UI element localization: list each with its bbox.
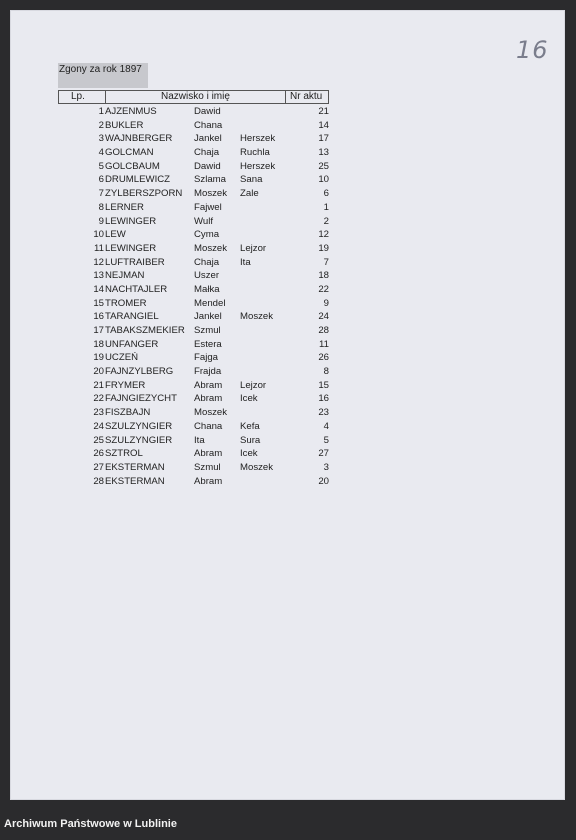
row-lp: 14 (93, 283, 104, 295)
row-act-number: 10 (318, 174, 329, 186)
row-lp: 12 (93, 256, 104, 268)
row-first-name: Abram (194, 379, 223, 391)
row-act-number: 3 (323, 461, 329, 473)
row-act-number: 15 (318, 379, 329, 391)
header-divider (105, 91, 106, 103)
row-act-number: 6 (323, 188, 329, 200)
header-name: Nazwisko i imię (161, 91, 230, 102)
table-row (58, 324, 329, 338)
row-first-name: Ita (194, 434, 205, 446)
row-act-number: 7 (323, 256, 329, 268)
table-row (58, 146, 329, 160)
row-lp: 21 (93, 379, 104, 391)
row-second-name: Icek (240, 448, 258, 460)
document-title: Zgony za rok 1897 (58, 63, 148, 88)
row-second-name: Sura (240, 434, 261, 446)
row-surname: EKSTERMAN (105, 475, 165, 487)
row-surname: BUKLER (105, 119, 144, 131)
row-act-number: 14 (318, 119, 329, 131)
row-second-name: Ita (240, 256, 251, 268)
row-act-number: 26 (318, 352, 329, 364)
row-lp: 23 (93, 407, 104, 419)
row-act-number: 13 (318, 147, 329, 159)
row-surname: SZULZYNGIER (105, 434, 173, 446)
table-row (58, 365, 329, 379)
table-row (58, 406, 329, 420)
table-row (58, 228, 329, 242)
row-lp: 9 (98, 215, 104, 227)
row-first-name: Dawid (194, 106, 221, 117)
table-row (58, 187, 329, 201)
row-first-name: Chaja (194, 147, 220, 159)
row-first-name: Cyma (194, 229, 220, 241)
table-row (58, 132, 329, 146)
row-surname: NEJMAN (105, 270, 145, 282)
row-surname: SZULZYNGIER (105, 420, 173, 432)
row-act-number: 18 (318, 270, 329, 282)
row-act-number: 19 (318, 242, 329, 254)
row-surname: LEW (105, 229, 126, 241)
row-lp: 10 (93, 229, 104, 241)
table-row (58, 269, 329, 283)
row-lp: 7 (98, 188, 104, 200)
row-first-name: Fajwel (194, 201, 222, 213)
row-first-name: Jankel (194, 311, 222, 323)
row-first-name: Moszek (194, 407, 228, 419)
row-first-name: Uszer (194, 270, 220, 282)
row-lp: 6 (98, 174, 104, 186)
row-surname: FRYMER (105, 379, 146, 391)
row-surname: GOLCMAN (105, 147, 154, 159)
row-lp: 19 (93, 352, 104, 364)
row-first-name: Jankel (194, 133, 222, 145)
row-lp: 27 (93, 461, 104, 473)
row-surname: TROMER (105, 297, 147, 309)
table-row (58, 392, 329, 406)
row-second-name: Moszek (240, 311, 274, 323)
row-surname: AJZENMUS (105, 106, 157, 117)
header-divider (285, 91, 286, 103)
row-surname: LEWINGER (105, 242, 157, 254)
table-header (58, 90, 329, 104)
row-lp: 1 (98, 106, 104, 117)
table-row (58, 105, 329, 119)
row-second-name: Herszek (240, 160, 276, 172)
table-row (58, 160, 329, 174)
folio-mark: 16 (516, 36, 549, 64)
row-second-name: Kefa (240, 420, 260, 432)
row-first-name: Szmul (194, 461, 221, 473)
row-lp: 24 (93, 420, 104, 432)
row-act-number: 2 (323, 215, 329, 227)
table-row (58, 434, 329, 448)
row-surname: DRUMLEWICZ (105, 174, 171, 186)
row-act-number: 9 (323, 297, 329, 309)
row-act-number: 4 (323, 420, 329, 432)
row-lp: 5 (98, 160, 104, 172)
row-surname: NACHTAJLER (105, 283, 168, 295)
row-second-name: Herszek (240, 133, 276, 145)
death-records-table (58, 105, 329, 488)
row-act-number: 8 (323, 366, 329, 378)
table-row (58, 297, 329, 311)
row-lp: 25 (93, 434, 104, 446)
header-act: Nr aktu (290, 91, 323, 102)
table-row (58, 283, 329, 297)
row-first-name: Estera (194, 338, 222, 350)
row-first-name: Chana (194, 119, 223, 131)
table-row (58, 201, 329, 215)
row-first-name: Moszek (194, 242, 228, 254)
row-act-number: 25 (318, 160, 329, 172)
row-surname: LEWINGER (105, 215, 157, 227)
row-act-number: 21 (318, 106, 329, 117)
row-first-name: Abram (194, 393, 223, 405)
document-page (10, 10, 565, 800)
row-first-name: Fajga (194, 352, 218, 364)
row-first-name: Dawid (194, 160, 221, 172)
row-act-number: 28 (318, 325, 329, 336)
row-first-name: Mendel (194, 297, 226, 309)
row-lp: 20 (93, 366, 104, 378)
row-act-number: 5 (323, 434, 329, 446)
row-act-number: 16 (318, 393, 329, 405)
table-row (58, 215, 329, 229)
row-lp: 28 (93, 475, 104, 487)
row-surname: ZYLBERSZPORN (105, 188, 183, 200)
header-lp: Lp. (71, 91, 85, 102)
row-act-number: 27 (318, 448, 329, 460)
table-row (58, 379, 329, 393)
row-surname: LERNER (105, 201, 144, 213)
row-surname: FAJNZYLBERG (105, 366, 174, 378)
table-row (58, 256, 329, 270)
row-first-name: Chana (194, 420, 223, 432)
row-lp: 13 (93, 270, 104, 282)
row-first-name: Wulf (194, 215, 214, 227)
row-first-name: Szlama (194, 174, 226, 186)
table-row (58, 310, 329, 324)
table-row (58, 119, 329, 133)
row-lp: 26 (93, 448, 104, 460)
row-surname: TABAKSZMEKIER (105, 325, 185, 336)
row-surname: EKSTERMAN (105, 461, 165, 473)
table-row (58, 338, 329, 352)
row-first-name: Małka (194, 283, 220, 295)
row-first-name: Moszek (194, 188, 228, 200)
row-first-name: Abram (194, 475, 223, 487)
table-row (58, 447, 329, 461)
row-surname: WAJNBERGER (105, 133, 173, 145)
row-lp: 2 (98, 119, 104, 131)
table-row (58, 461, 329, 475)
row-surname: TARANGIEL (105, 311, 159, 323)
row-act-number: 24 (318, 311, 329, 323)
row-surname: FAJNGIEZYCHT (105, 393, 177, 405)
row-lp: 3 (98, 133, 104, 145)
row-surname: LUFTRAIBER (105, 256, 165, 268)
row-lp: 15 (93, 297, 104, 309)
row-surname: GOLCBAUM (105, 160, 160, 172)
row-first-name: Frajda (194, 366, 222, 378)
row-second-name: Lejzor (240, 242, 267, 254)
row-act-number: 1 (323, 201, 329, 213)
row-lp: 11 (94, 242, 104, 254)
archive-footer: Archiwum Państwowe w Lublinie (4, 818, 177, 830)
row-second-name: Zale (240, 188, 259, 200)
row-second-name: Lejzor (240, 379, 267, 391)
row-lp: 4 (98, 147, 104, 159)
row-second-name: Ruchla (240, 147, 270, 159)
row-second-name: Sana (240, 174, 263, 186)
row-act-number: 11 (319, 338, 329, 350)
row-lp: 8 (98, 201, 104, 213)
table-row (58, 475, 329, 489)
table-row (58, 173, 329, 187)
row-lp: 17 (93, 325, 104, 336)
row-act-number: 12 (318, 229, 329, 241)
row-first-name: Chaja (194, 256, 220, 268)
row-surname: UCZEŃ (105, 352, 139, 364)
row-act-number: 20 (318, 475, 329, 487)
table-row (58, 242, 329, 256)
row-act-number: 23 (318, 407, 329, 419)
row-act-number: 17 (318, 133, 329, 145)
row-surname: SZTROL (105, 448, 143, 460)
row-surname: UNFANGER (105, 338, 159, 350)
table-row (58, 420, 329, 434)
row-lp: 18 (93, 338, 104, 350)
row-second-name: Moszek (240, 461, 274, 473)
row-second-name: Icek (240, 393, 258, 405)
row-lp: 16 (93, 311, 104, 323)
row-act-number: 22 (318, 283, 329, 295)
row-surname: FISZBAJN (105, 407, 151, 419)
row-first-name: Abram (194, 448, 223, 460)
row-lp: 22 (93, 393, 104, 405)
table-row (58, 351, 329, 365)
row-first-name: Szmul (194, 325, 221, 336)
